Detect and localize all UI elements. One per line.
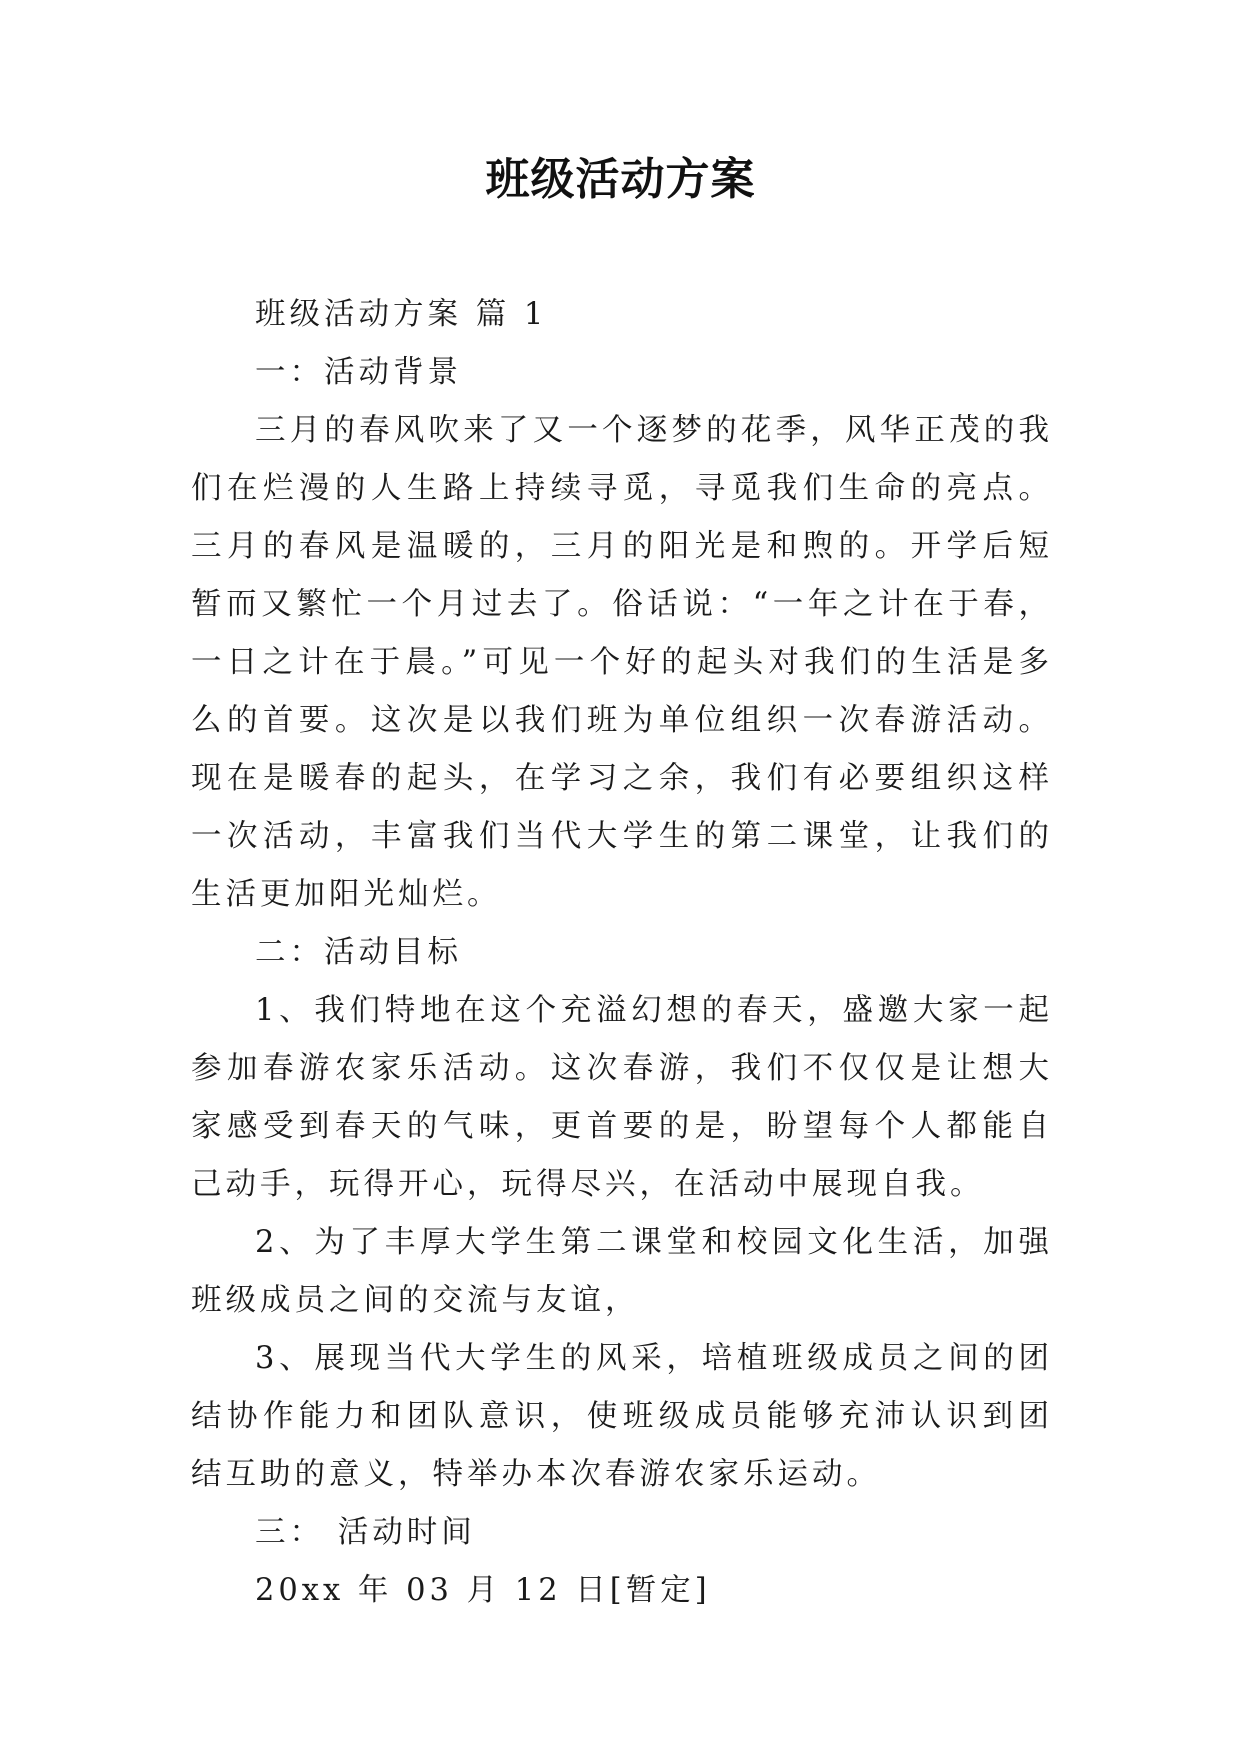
date-line: 20xx 年 03 月 12 日[暂定] [255, 1573, 711, 1608]
goal-item-2: 2、为了丰厚大学生第二课堂和校园文化生活，加强班级成员之间的交流与友谊， [191, 1225, 1053, 1318]
heading-time: 三： 活动时间 [255, 1515, 476, 1550]
document-title: 班级活动方案 [485, 154, 756, 205]
goal-item-1: 1、我们特地在这个充溢幻想的春天，盛邀大家一起参加春游农家乐活动。这次春游，我们不仅仅是让想大家感受到春天的气味，更首要的是，盼望每个人都能自己动手，玩得开心，玩得尽兴，在活动中展现自我。 [191, 993, 1053, 1202]
heading-background: 一：活动背景 [255, 355, 462, 390]
paragraph-background: 三月的春风吹来了又一个逐梦的花季，风华正茂的我们在烂漫的人生路上持续寻觅，寻觅我们生命的亮点。三月的春风是温暖的，三月的阳光是和煦的。开学后短暂而又繁忙一个月过去了。俗话说：“一年之计在于春，一日之计在于晨。”可见一个好的起头对我们的生活是多么的首要。这次是以我们班为单位组织一次春游活动。现在是暖春的起头，在学习之余，我们有必要组织这样一次活动，丰富我们当代大学生的第二课堂，让我们的生活更加阳光灿烂。 [191, 413, 1053, 912]
goal-item-3: 3、展现当代大学生的风采，培植班级成员之间的团结协作能力和团队意识，使班级成员能够充沛认识到团结互助的意义，特举办本次春游农家乐运动。 [191, 1341, 1053, 1492]
section-heading: 班级活动方案 篇 1 [255, 297, 548, 332]
document-body [191, 286, 1053, 1620]
heading-goals: 二：活动目标 [255, 935, 462, 970]
